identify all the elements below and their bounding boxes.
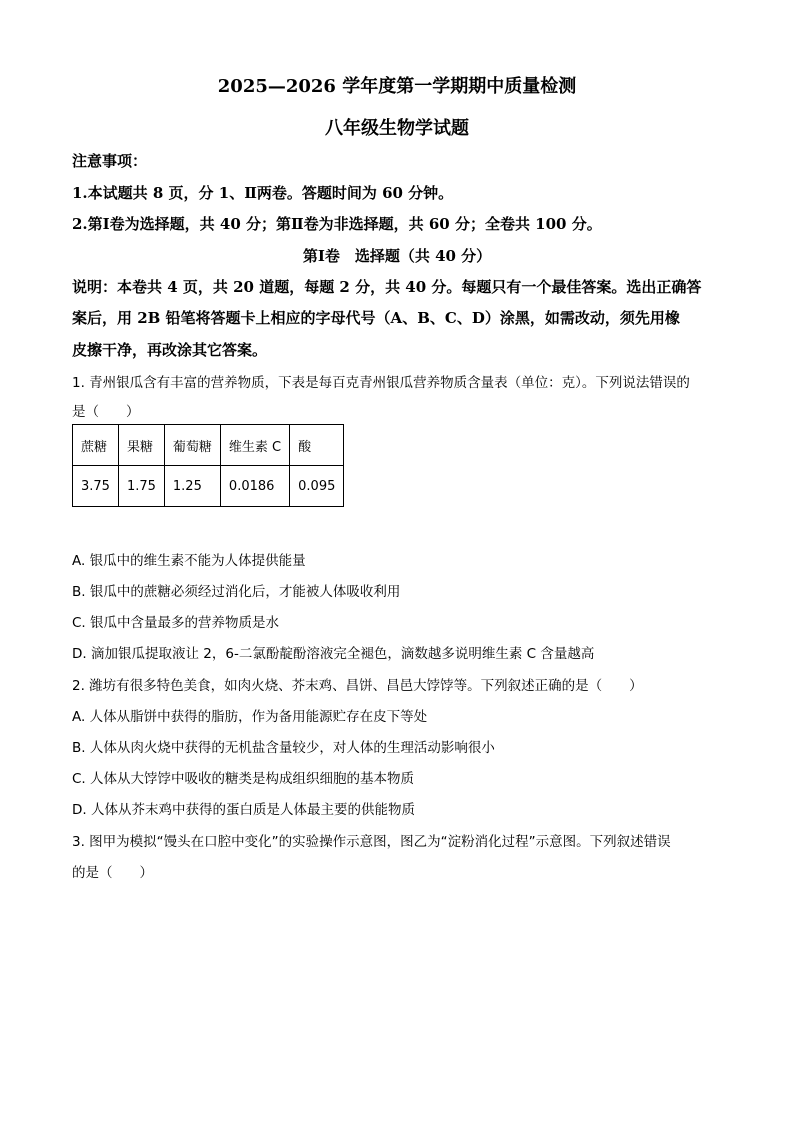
question-2-option-b: B. 人体从肉火烧中获得的无机盐含量较少，对人体的生理活动影响很小 [72,740,495,756]
section-instructions-line-3: 皮擦干净，再改涂其它答案。 [72,341,268,359]
table-header-cell: 葡萄糖 [164,425,220,466]
question-1-stem-line-2: 是（ ） [72,404,140,420]
nutrition-table [72,424,344,507]
question-2-option-d: D. 人体从芥末鸡中获得的蛋白质是人体最主要的供能物质 [72,802,415,818]
exam-subtitle: 八年级生物学试题 [325,118,469,139]
question-1-option-a: A. 银瓜中的维生素不能为人体提供能量 [72,553,306,569]
table-value-cell: 0.095 [290,466,344,507]
table-header-cell: 蔗糖 [73,425,119,466]
table-header-cell: 维生素 C [220,425,289,466]
question-3-stem-line-1: 3. 图甲为模拟“馒头在口腔中变化”的实验操作示意图，图乙为“淀粉消化过程”示意图。下列叙述错误 [72,834,671,850]
notes-item-1: 1.本试题共 8 页，分 1、Ⅱ两卷。答题时间为 60 分钟。 [72,184,454,202]
question-1-option-d: D. 滴加银瓜提取液让 2，6-二氯酚靛酚溶液完全褪色，滴数越多说明维生素 C 含量越高 [72,646,595,662]
table-value-cell: 1.75 [118,466,164,507]
section-instructions-line-2: 案后，用 2B 铅笔将答题卡上相应的字母代号（A、B、C、D）涂黑，如需改动，须先用橡 [72,309,680,327]
table-value-row [73,466,344,507]
question-2-option-c: C. 人体从大饽饽中吸收的糖类是构成组织细胞的基本物质 [72,771,415,787]
table-value-cell: 3.75 [73,466,119,507]
table-header-row [73,425,344,466]
section-heading: 第Ⅰ卷 选择题（共 40 分） [302,247,492,265]
notes-heading: 注意事项： [72,152,148,170]
table-header-cell: 酸 [290,425,344,466]
question-2-option-a: A. 人体从脂饼中获得的脂肪，作为备用能源贮存在皮下等处 [72,709,428,725]
question-1-option-c: C. 银瓜中含量最多的营养物质是水 [72,615,280,631]
question-2-stem: 2. 潍坊有很多特色美食，如肉火烧、芥末鸡、昌饼、昌邑大饽饽等。下列叙述正确的是（ ） [72,678,643,694]
table-value-cell: 1.25 [164,466,220,507]
section-instructions-line-1: 说明：本卷共 4 页，共 20 道题，每题 2 分，共 40 分。每题只有一个最佳答案。选出正确答 [72,278,702,296]
notes-item-2: 2.第Ⅰ卷为选择题，共 40 分；第Ⅱ卷为非选择题，共 60 分；全卷共 100 分。 [72,215,602,233]
exam-title: 2025—2026 学年度第一学期期中质量检测 [217,76,577,97]
question-3-stem-line-2: 的是（ ） [72,865,153,881]
table-header-cell: 果糖 [118,425,164,466]
question-1-stem-line-1: 1. 青州银瓜含有丰富的营养物质，下表是每百克青州银瓜营养物质含量表（单位：克）。下列说法错误的 [72,375,690,391]
table-value-cell: 0.0186 [220,466,289,507]
question-1-option-b: B. 银瓜中的蔗糖必须经过消化后，才能被人体吸收利用 [72,584,401,600]
